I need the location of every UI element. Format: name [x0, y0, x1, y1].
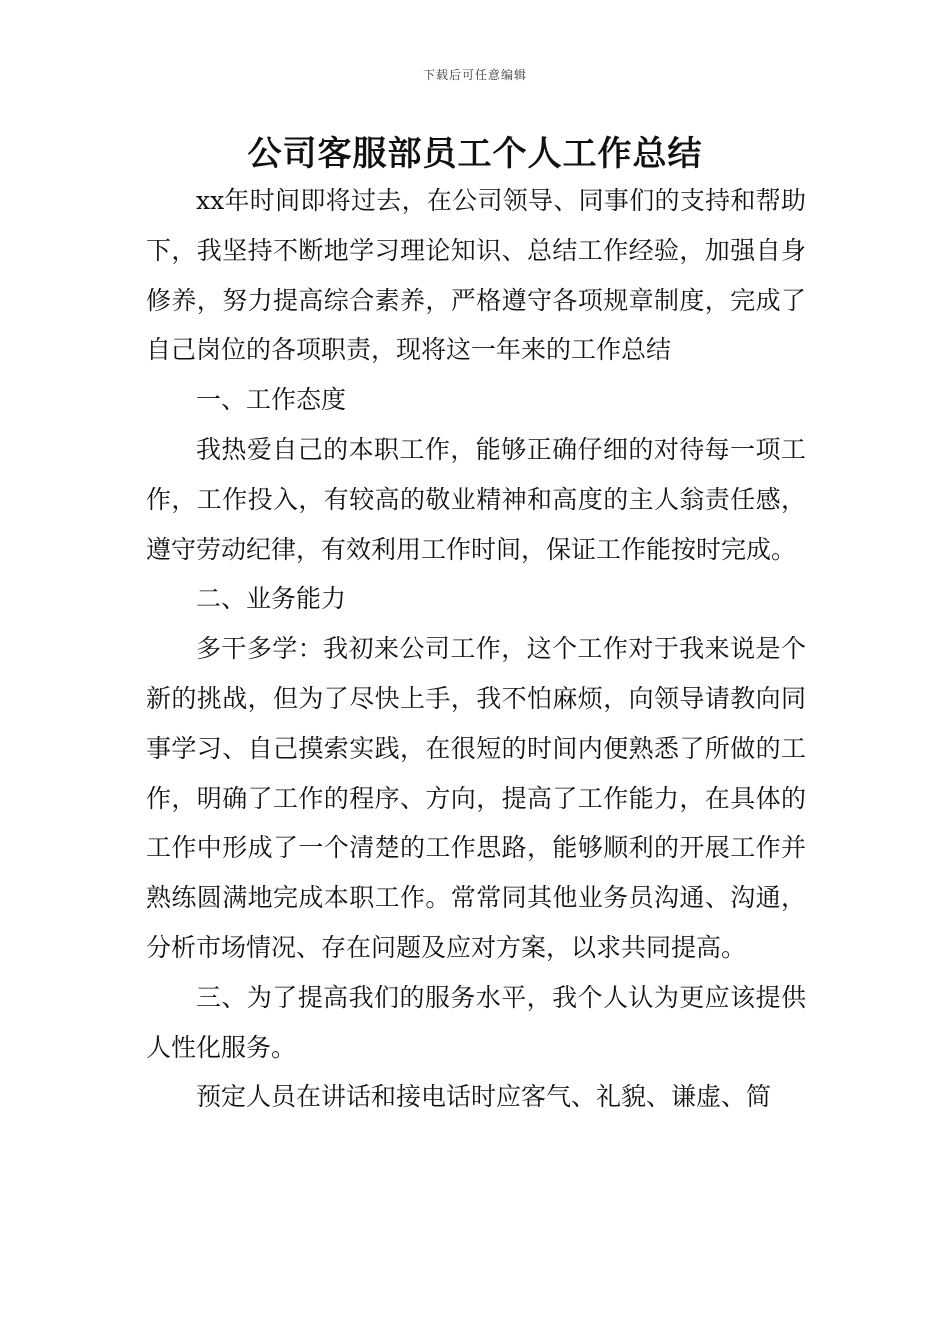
section-heading-business-ability: 二、业务能力	[196, 584, 347, 614]
paragraph-service-level: 三、为了提高我们的服务水平，我个人认为更应该提供人性化服务。	[146, 982, 806, 1062]
document-title: 公司客服部员工个人工作总结	[247, 134, 703, 174]
section-heading-work-attitude: 一、工作态度	[196, 385, 347, 415]
paragraph-reservation-staff: 预定人员在讲话和接电话时应客气、礼貌、谦虚、简	[196, 1082, 772, 1112]
paragraph-intro: xx年时间即将过去，在公司领导、同事们的支持和帮助下，我坚持不断地学习理论知识、总结工作经验，加强自身修养，努力提高综合素养，严格遵守各项规章制度，完成了自己岗位的各项职责，现将这一年来的工作总结	[146, 186, 806, 365]
document-body	[146, 176, 806, 1122]
paragraph-work-attitude: 我热爱自己的本职工作，能够正确仔细的对待每一项工作，工作投入，有较高的敬业精神和高度的主人翁责任感，遵守劳动纪律，有效利用工作时间，保证工作能按时完成。	[146, 434, 806, 564]
paragraph-business-ability: 多干多学：我初来公司工作，这个工作对于我来说是个新的挑战，但为了尽快上手，我不怕麻烦，向领导请教向同事学习、自己摸索实践，在很短的时间内便熟悉了所做的工作，明确了工作的程序、方向，提高了工作能力，在具体的工作中形成了一个清楚的工作思路，能够顺利的开展工作并熟练圆满地完成本职工作。常常同其他业务员沟通、沟通，分析市场情况、存在问题及应对方案，以求共同提高。	[146, 634, 806, 962]
header-note: 下载后可任意编辑	[422, 68, 527, 82]
